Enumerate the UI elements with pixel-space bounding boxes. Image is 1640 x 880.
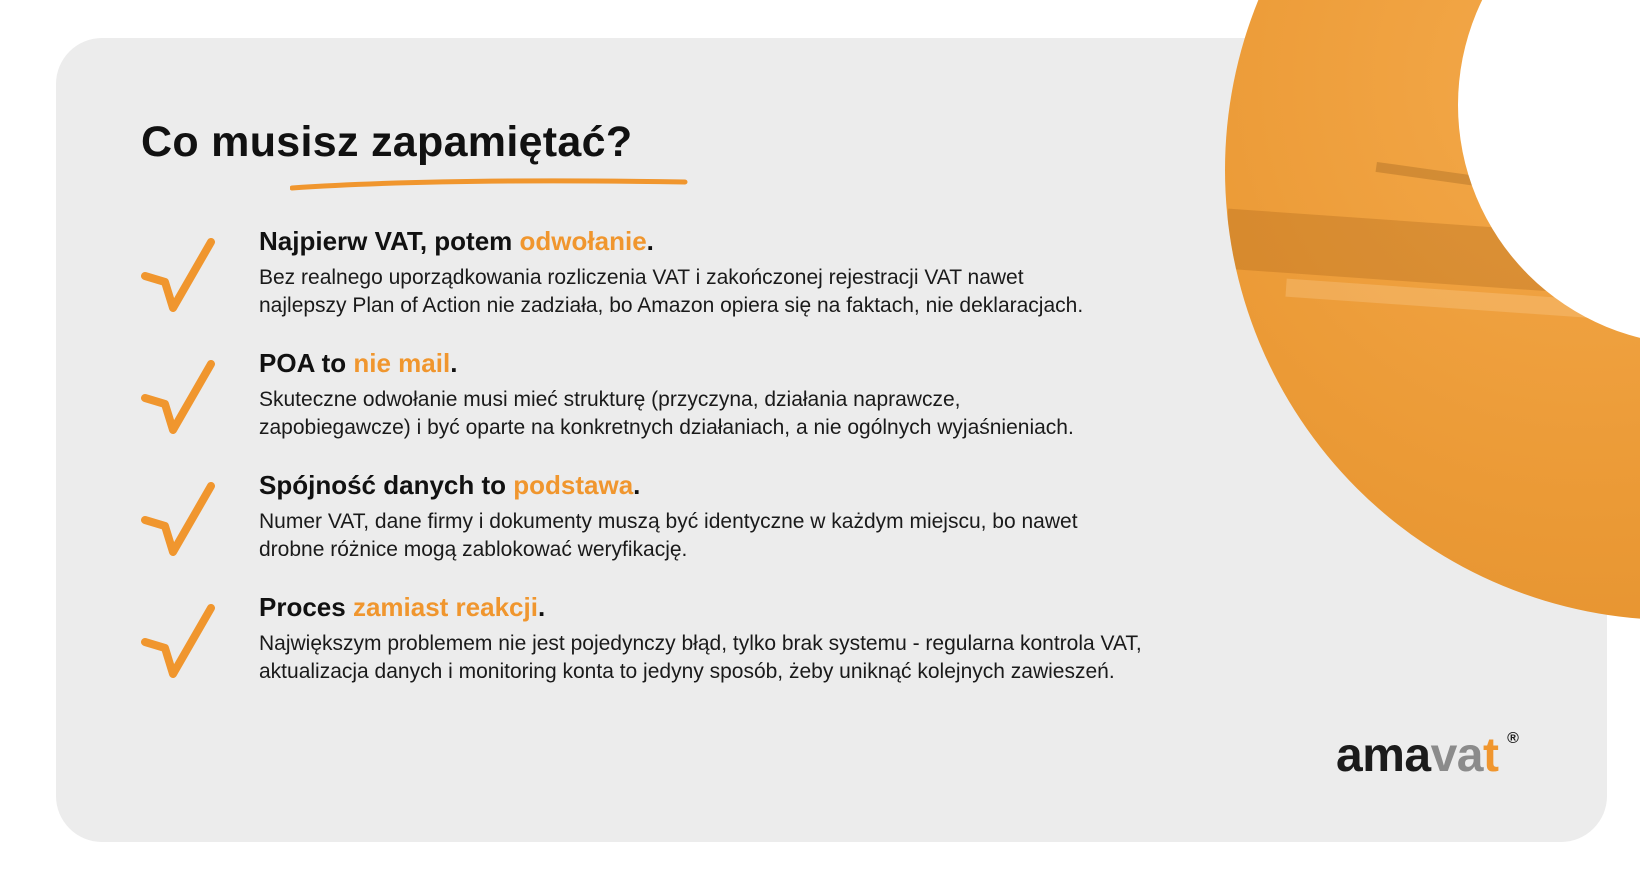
item-title: POA to nie mail. — [259, 348, 458, 378]
check-icon — [141, 604, 215, 682]
item-title: Najpierw VAT, potem odwołanie. — [259, 226, 654, 256]
page-title: Co musisz zapamiętać? — [141, 118, 633, 166]
item-description: Bez realnego uporządkowania rozliczenia VAT i zakończonej rejestracji VAT nawet najlepszy Plan of Action nie zadziała, bo Amazon opiera się na faktach, nie deklaracjach. — [259, 266, 1084, 317]
title-underline — [290, 176, 690, 192]
item-description: Największym problemem nie jest pojedynczy błąd, tylko brak systemu - regularna kontrola VAT, aktualizacja danych i monitoring konta to jedyny sposób, żeby uniknąć kolejnych zawieszeń. — [259, 632, 1142, 683]
check-icon — [141, 360, 215, 438]
item-description: Skuteczne odwołanie musi mieć strukturę (przyczyna, działania naprawcze, zapobiegawcze) i być oparte na konkretnych działaniach, a nie ogólnych wyjaśnieniach. — [259, 388, 1074, 439]
check-icon — [141, 482, 215, 560]
amavat-logo: amavat ® — [1336, 729, 1519, 782]
item-title: Spójność danych to podstawa. — [259, 470, 641, 500]
item-description: Numer VAT, dane firmy i dokumenty muszą być identyczne w każdym miejscu, bo nawet drobne różnice mogą zablokować weryfikację. — [259, 510, 1078, 561]
check-icon — [141, 238, 215, 316]
item-title: Proces zamiast reakcji. — [259, 592, 546, 622]
